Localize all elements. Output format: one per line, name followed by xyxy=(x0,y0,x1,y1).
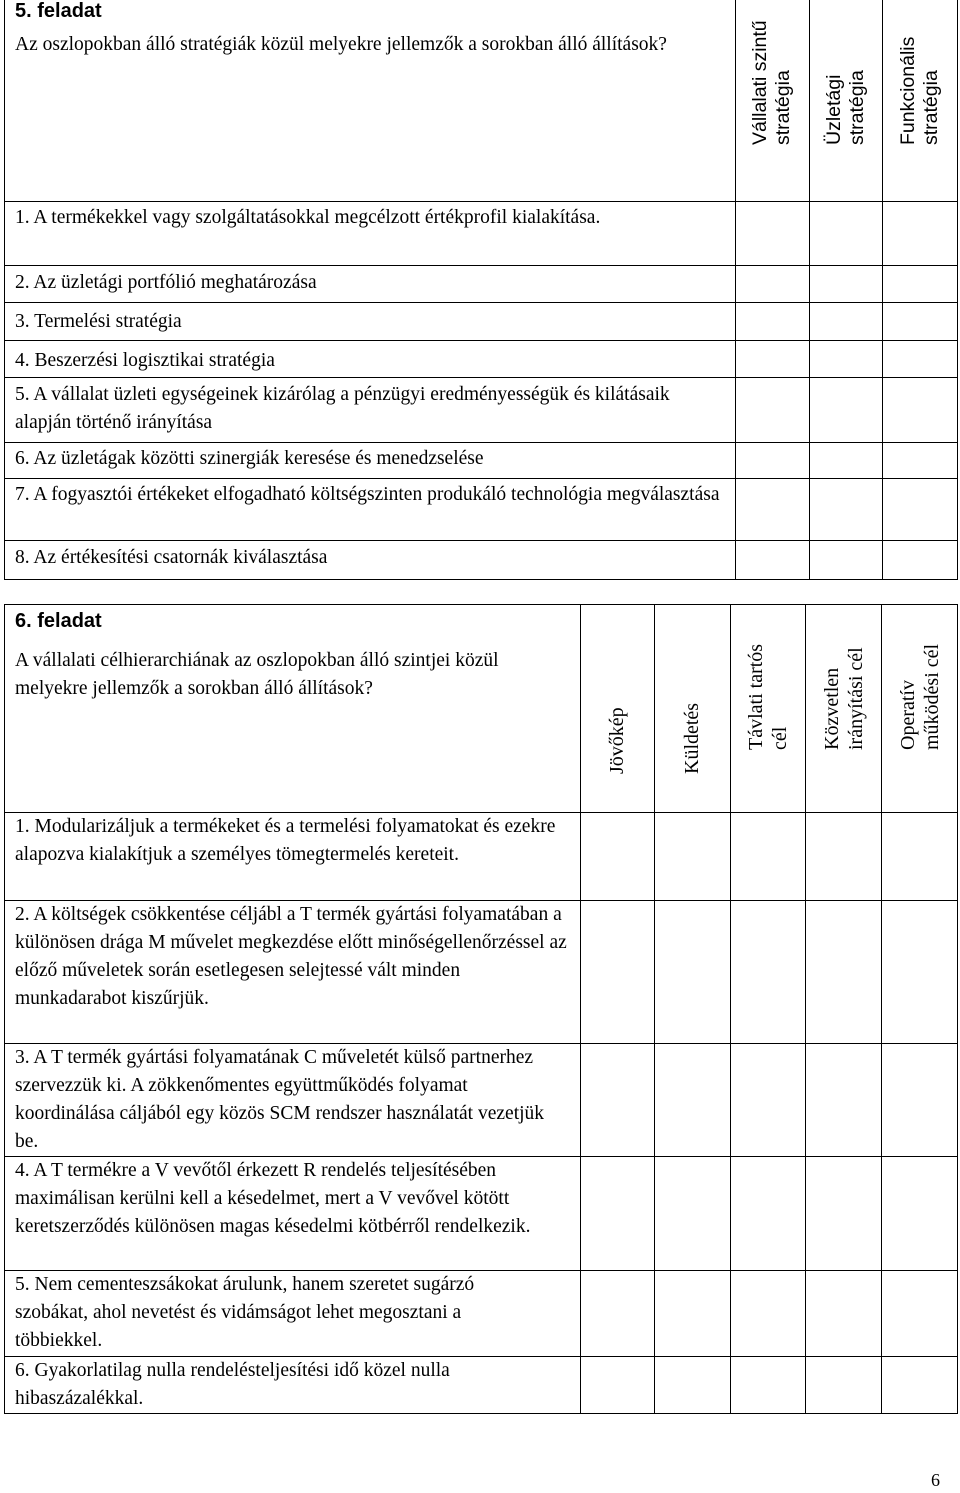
task6-col-header-2 xyxy=(730,605,806,813)
answer-cell[interactable] xyxy=(883,378,958,443)
answer-cell[interactable] xyxy=(580,1157,654,1271)
answer-cell[interactable] xyxy=(730,1157,806,1271)
answer-cell[interactable] xyxy=(806,1271,882,1357)
task6-question: A vállalati célhierarchiának az oszlopokban álló szintjei közül melyekre jellemzők a sorokban álló állítások? xyxy=(15,650,499,699)
col-header-line: stratégia xyxy=(845,70,868,145)
answer-cell[interactable] xyxy=(654,1044,730,1157)
answer-cell[interactable] xyxy=(654,1157,730,1271)
task6-row-label: 3. A T termék gyártási folyamatának C műveletét külső partnerhez szervezzük ki. A zökkenőmentes együttműködés folyamat koordinálása cáljából egy közös SCM rendszer használatát vezetjük be. xyxy=(5,1044,581,1157)
answer-cell[interactable] xyxy=(654,813,730,901)
answer-cell[interactable] xyxy=(883,541,958,580)
answer-cell[interactable] xyxy=(580,813,654,901)
task6-row-label: 6. Gyakorlatilag nulla rendelésteljesítési idő közel nulla hibaszázalékkal. xyxy=(5,1357,581,1414)
answer-cell[interactable] xyxy=(809,378,883,443)
task6-table xyxy=(4,604,958,1414)
answer-cell[interactable] xyxy=(806,1157,882,1271)
task5-row-label: 3. Termelési stratégia xyxy=(5,303,736,341)
answer-cell[interactable] xyxy=(883,341,958,378)
task6-header-cell xyxy=(5,605,581,813)
task5-question: Az oszlopokban álló stratégiák közül melyekre jellemzők a sorokban álló állítások? xyxy=(15,34,667,55)
answer-cell[interactable] xyxy=(580,1357,654,1414)
col-header-line: Közvetlen xyxy=(820,667,843,750)
task6-row-label: 5. Nem cementeszsákokat árulunk, hanem szeretet sugárzó szobákat, ahol nevetést és vidámságot lehet megosztani a többiekkel. xyxy=(5,1271,581,1357)
task6-row-label: 1. Modularizáljuk a termékeket és a termelési folyamatokat és ezekre alapozva kialakítjuk a személyes tömegtermelés kereteit. xyxy=(5,813,581,901)
answer-cell[interactable] xyxy=(806,901,882,1044)
col-header-line: Vállalati szintű xyxy=(749,20,772,145)
answer-cell[interactable] xyxy=(730,813,806,901)
col-header-line: irányítási cél xyxy=(844,647,867,750)
answer-cell[interactable] xyxy=(883,202,958,266)
answer-cell[interactable] xyxy=(806,1044,882,1157)
col-header-line: Operatív xyxy=(896,680,919,750)
answer-cell[interactable] xyxy=(883,479,958,541)
col-header-line: stratégia xyxy=(772,70,795,145)
answer-cell[interactable] xyxy=(580,1271,654,1357)
answer-cell[interactable] xyxy=(809,303,883,341)
answer-cell[interactable] xyxy=(730,1357,806,1414)
answer-cell[interactable] xyxy=(882,1044,958,1157)
task5-row-label: 4. Beszerzési logisztikai stratégia xyxy=(5,341,736,378)
task5-row-label: 2. Az üzletági portfólió meghatározása xyxy=(5,266,736,303)
answer-cell[interactable] xyxy=(809,479,883,541)
task5-row-label: 6. Az üzletágak közötti szinergiák keresése és menedzselése xyxy=(5,443,736,479)
col-header-line: Üzletági xyxy=(822,74,845,145)
answer-cell[interactable] xyxy=(883,303,958,341)
task6-title: 6. feladat xyxy=(15,610,102,632)
answer-cell[interactable] xyxy=(882,1271,958,1357)
answer-cell[interactable] xyxy=(882,1157,958,1271)
answer-cell[interactable] xyxy=(806,813,882,901)
answer-cell[interactable] xyxy=(809,341,883,378)
task6-row-label: 4. A T termékre a V vevőtől érkezett R rendelés teljesítésében maximálisan kerülni kell a késedelmet, mert a V vevővel kötött keretszerződés különösen magas késedelmi kötbérről rendelkezik. xyxy=(5,1157,581,1271)
col-header-line: stratégia xyxy=(920,70,943,145)
task6-col-header-0 xyxy=(580,605,654,813)
answer-cell[interactable] xyxy=(580,901,654,1044)
task6-col-header-1 xyxy=(654,605,730,813)
answer-cell[interactable] xyxy=(809,541,883,580)
answer-cell[interactable] xyxy=(654,1357,730,1414)
task6-col-header-4 xyxy=(882,605,958,813)
answer-cell[interactable] xyxy=(735,341,809,378)
answer-cell[interactable] xyxy=(883,443,958,479)
answer-cell[interactable] xyxy=(730,1271,806,1357)
task5-header-cell xyxy=(5,0,736,202)
answer-cell[interactable] xyxy=(580,1044,654,1157)
col-header-line: Jövőkép xyxy=(606,707,629,774)
task5-row-label: 5. A vállalat üzleti egységeinek kizárólag a pénzügyi eredményességük és kilátásaik alapján történő irányítása xyxy=(5,378,736,443)
answer-cell[interactable] xyxy=(735,378,809,443)
col-header-line: cél xyxy=(768,726,791,750)
task5-col-header-0 xyxy=(735,0,809,202)
answer-cell[interactable] xyxy=(654,901,730,1044)
task6-col-header-3 xyxy=(806,605,882,813)
page-number: 6 xyxy=(931,1470,940,1490)
answer-cell[interactable] xyxy=(809,443,883,479)
answer-cell[interactable] xyxy=(882,813,958,901)
task5-title: 5. feladat xyxy=(15,0,102,22)
task5-table xyxy=(4,0,958,580)
answer-cell[interactable] xyxy=(809,202,883,266)
col-header-line: működési cél xyxy=(920,643,943,750)
col-header-line: Küldetés xyxy=(681,702,704,774)
answer-cell[interactable] xyxy=(654,1271,730,1357)
answer-cell[interactable] xyxy=(735,202,809,266)
answer-cell[interactable] xyxy=(735,541,809,580)
task5-row-label: 7. A fogyasztói értékeket elfogadható költségszinten produkáló technológia megválasztása xyxy=(5,479,736,541)
answer-cell[interactable] xyxy=(883,266,958,303)
answer-cell[interactable] xyxy=(735,266,809,303)
task5-row-label: 8. Az értékesítési csatornák kiválasztása xyxy=(5,541,736,580)
answer-cell[interactable] xyxy=(735,479,809,541)
answer-cell[interactable] xyxy=(882,901,958,1044)
answer-cell[interactable] xyxy=(806,1357,882,1414)
answer-cell[interactable] xyxy=(809,266,883,303)
answer-cell[interactable] xyxy=(735,443,809,479)
answer-cell[interactable] xyxy=(735,303,809,341)
col-header-line: Távlati tartós xyxy=(744,643,767,750)
task5-row-label: 1. A termékekkel vagy szolgáltatásokkal megcélzott értékprofil kialakítása. xyxy=(5,202,736,266)
answer-cell[interactable] xyxy=(730,1044,806,1157)
answer-cell[interactable] xyxy=(882,1357,958,1414)
col-header-line: Funkcionális xyxy=(897,36,920,145)
answer-cell[interactable] xyxy=(730,901,806,1044)
task5-col-header-1 xyxy=(809,0,883,202)
task6-row-label: 2. A költségek csökkentése céljábl a T termék gyártási folyamatában a különösen drága M művelet megkezdése előtt minőségellenőrzéssel az előző műveletek során esetlegesen selejtessé vált minden munkadarabot kiszűrjük. xyxy=(5,901,581,1044)
task5-col-header-2 xyxy=(883,0,958,202)
